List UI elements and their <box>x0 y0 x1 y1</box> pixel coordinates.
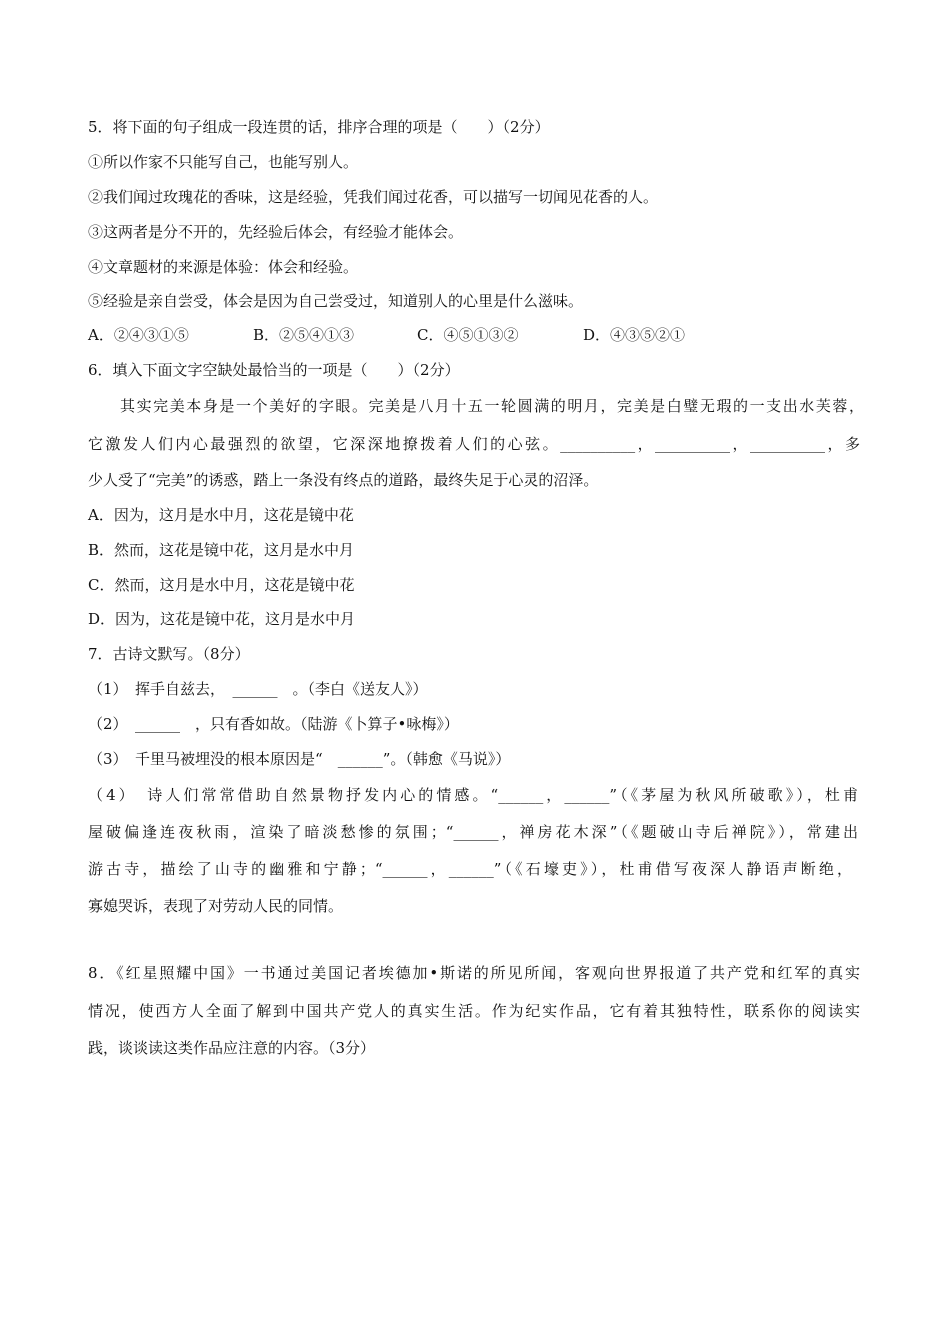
q5-option-d[interactable]: D．④③⑤②① <box>583 326 686 344</box>
q7-item-4-line-3: 游古寺，描绘了山寺的幽雅和宁静；“______，______”（《石壕吏》），杜甫借写夜深人静语声断绝， <box>88 860 852 878</box>
q6-option-c[interactable]: C．然而，这月是水中月，这花是镜中花 <box>88 576 355 594</box>
q6-option-a[interactable]: A．因为，这月是水中月，这花是镜中花 <box>88 506 354 524</box>
q5-option-a[interactable]: A．②④③①⑤ <box>88 326 189 344</box>
q7-item-4-line-4: 寡媳哭诉，表现了对劳动人民的同情。 <box>88 897 344 915</box>
q5-sentence-2: ②我们闻过玫瑰花的香味，这是经验，凭我们闻过花香，可以描写一切闻见花香的人。 <box>88 188 659 206</box>
q7-item-4-line-1: （4） 诗人们常常借助自然景物抒发内心的情感。“______，______”（《茅屋为秋风所破歌》），杜甫 <box>88 786 858 804</box>
q6-passage-line-2: 它激发人们内心最强烈的欲望，它深深地撩拨着人们的心弦。__________，__________，__________，多 <box>88 435 860 453</box>
q6-passage-line-1: 其实完美本身是一个美好的字眼。完美是八月十五一轮圆满的明月，完美是白璧无瑕的一支出水芙蓉， <box>120 397 864 415</box>
q6-stem: 6．填入下面文字空缺处最恰当的一项是（ ）（2分） <box>88 361 460 379</box>
q8-line-1: 8．《红星照耀中国》一书通过美国记者埃德加•斯诺的所见所闻，客观向世界报道了共产党和红军的真实 <box>88 964 860 982</box>
q7-item-3: （3） 千里马被埋没的根本原因是“ ______”。（韩愈《马说》） <box>88 750 511 768</box>
q5-sentence-5: ⑤经验是亲自尝受，体会是因为自己尝受过，知道别人的心里是什么滋味。 <box>88 292 584 310</box>
q8-line-3: 践，谈谈读这类作品应注意的内容。（3分） <box>88 1039 376 1057</box>
q6-option-d[interactable]: D．因为，这花是镜中花，这月是水中月 <box>88 610 356 628</box>
q8-line-2: 情况，使西方人全面了解到中国共产党人的真实生活。作为纪实作品，它有着其独特性，联系你的阅读实 <box>88 1002 860 1020</box>
q6-passage-line-3: 少人受了“完美”的诱惑，踏上一条没有终点的道路，最终失足于心灵的沼泽。 <box>88 471 599 489</box>
q6-option-b[interactable]: B．然而，这花是镜中花，这月是水中月 <box>88 541 355 559</box>
q7-item-1: （1） 挥手自兹去， ______ 。（李白《送友人》） <box>88 680 428 698</box>
q5-sentence-3: ③这两者是分不开的，先经验后体会，有经验才能体会。 <box>88 223 464 241</box>
q5-option-c[interactable]: C．④⑤①③② <box>417 326 519 344</box>
q7-item-4-line-2: 屋破偏逢连夜秋雨，渲染了暗淡愁惨的氛围；“______，禅房花木深”（《题破山寺后禅院》），常建出 <box>88 823 858 841</box>
q7-stem: 7．古诗文默写。（8分） <box>88 645 250 663</box>
q5-stem: 5．将下面的句子组成一段连贯的话，排序合理的项是（ ）（2分） <box>88 118 550 136</box>
q7-item-2: （2） ______ ，只有香如故。（陆游《卜算子•咏梅》） <box>88 715 459 733</box>
q5-option-b[interactable]: B．②⑤④①③ <box>253 326 355 344</box>
q5-sentence-1: ①所以作家不只能写自己，也能写别人。 <box>88 153 359 171</box>
q5-sentence-4: ④文章题材的来源是体验：体会和经验。 <box>88 258 359 276</box>
